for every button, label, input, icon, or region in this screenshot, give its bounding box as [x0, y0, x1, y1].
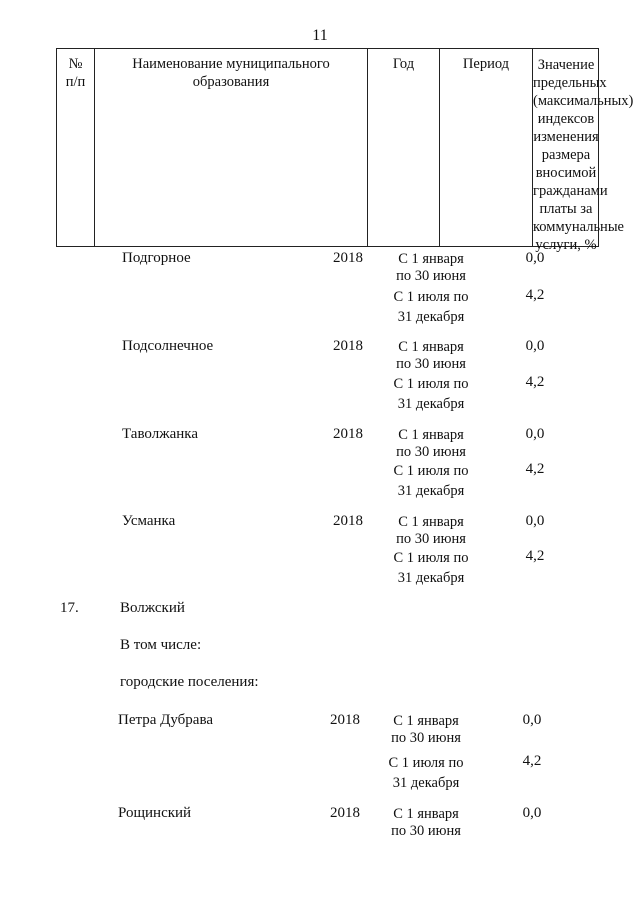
header-value-line: платы за — [539, 201, 593, 217]
settlements-label: городские поселения: — [120, 674, 259, 690]
value-cell: 4,2 — [525, 461, 545, 477]
value-cell: 0,0 — [525, 250, 545, 266]
header-name-line: образования — [192, 74, 270, 90]
period-line: С 1 января — [398, 339, 464, 355]
period-cell — [378, 548, 484, 588]
municipality-name: Таволжанка — [122, 426, 198, 442]
period-line: С 1 июля по — [393, 289, 469, 305]
value-cell: 4,2 — [525, 548, 545, 564]
header-number-column — [57, 49, 95, 246]
period-line: 31 декабря — [397, 309, 465, 325]
value-cell: 0,0 — [525, 426, 545, 442]
period-line: С 1 января — [398, 251, 464, 267]
header-value-line: предельных — [533, 75, 607, 91]
period-line: С 1 июля по — [393, 463, 469, 479]
period-line: по 30 июня — [391, 730, 461, 746]
value-cell: 4,2 — [525, 287, 545, 303]
section-number: 17. — [60, 600, 79, 616]
year-cell: 2018 — [330, 805, 360, 821]
value-cell: 0,0 — [525, 513, 545, 529]
header-period-label: Период — [462, 56, 510, 72]
period-cell — [378, 461, 484, 501]
period-cell — [378, 339, 484, 373]
header-value-line: услуги, % — [535, 237, 597, 253]
header-value-line: (максимальных) — [533, 93, 634, 109]
header-year-column — [368, 49, 440, 246]
period-line: 31 декабря — [392, 775, 460, 791]
period-line: С 1 января — [393, 806, 459, 822]
period-line: 31 декабря — [397, 483, 465, 499]
header-name-line: Наименование муниципального — [132, 56, 330, 72]
period-cell — [373, 806, 479, 840]
municipality-name: Петра Дубрава — [118, 712, 214, 728]
period-line: С 1 июля по — [388, 755, 464, 771]
header-value-line: вносимой — [535, 165, 597, 181]
year-cell: 2018 — [333, 426, 363, 442]
value-cell: 4,2 — [525, 374, 545, 390]
period-line: С 1 января — [393, 713, 459, 729]
header-value-line: индексов — [537, 111, 595, 127]
value-cell: 0,0 — [522, 805, 542, 821]
header-period-column — [440, 49, 533, 246]
header-value-line: Значение — [537, 57, 595, 73]
period-cell — [378, 251, 484, 285]
header-number-line: № — [68, 56, 83, 72]
period-line: С 1 января — [398, 514, 464, 530]
period-line: по 30 июня — [396, 444, 466, 460]
header-value-line: гражданами — [533, 183, 608, 199]
period-line: 31 декабря — [397, 396, 465, 412]
period-line: С 1 июля по — [393, 550, 469, 566]
period-line: С 1 января — [398, 427, 464, 443]
value-cell: 0,0 — [525, 338, 545, 354]
header-year-label: Год — [392, 56, 415, 72]
value-cell: 4,2 — [522, 753, 542, 769]
period-cell — [378, 514, 484, 548]
period-line: по 30 июня — [396, 356, 466, 372]
period-cell — [373, 713, 479, 747]
municipality-name: Подгорное — [122, 250, 191, 266]
page-number: 11 — [312, 27, 328, 44]
period-line: по 30 июня — [396, 531, 466, 547]
header-value-line: изменения — [533, 129, 599, 145]
including-label: В том числе: — [120, 637, 202, 653]
district-name: Волжский — [120, 600, 185, 616]
year-cell: 2018 — [330, 712, 360, 728]
year-cell: 2018 — [333, 250, 363, 266]
period-line: по 30 июня — [391, 823, 461, 839]
period-line: С 1 июля по — [393, 376, 469, 392]
period-cell — [378, 427, 484, 461]
municipality-name: Рощинский — [118, 805, 192, 821]
header-number-line: п/п — [65, 74, 86, 90]
period-cell — [378, 374, 484, 414]
value-cell: 0,0 — [522, 712, 542, 728]
municipality-name: Подсолнечное — [122, 338, 214, 354]
header-value-line: размера — [541, 147, 591, 163]
year-cell: 2018 — [333, 338, 363, 354]
header-name-column — [95, 49, 368, 246]
period-line: 31 декабря — [397, 570, 465, 586]
municipality-name: Усманка — [122, 513, 176, 529]
header-value-line: коммунальные — [533, 219, 624, 235]
header-value-column — [533, 49, 634, 253]
year-cell: 2018 — [333, 513, 363, 529]
table-header — [56, 48, 634, 253]
period-line: по 30 июня — [396, 268, 466, 284]
period-cell — [378, 287, 484, 327]
period-cell — [373, 753, 479, 793]
